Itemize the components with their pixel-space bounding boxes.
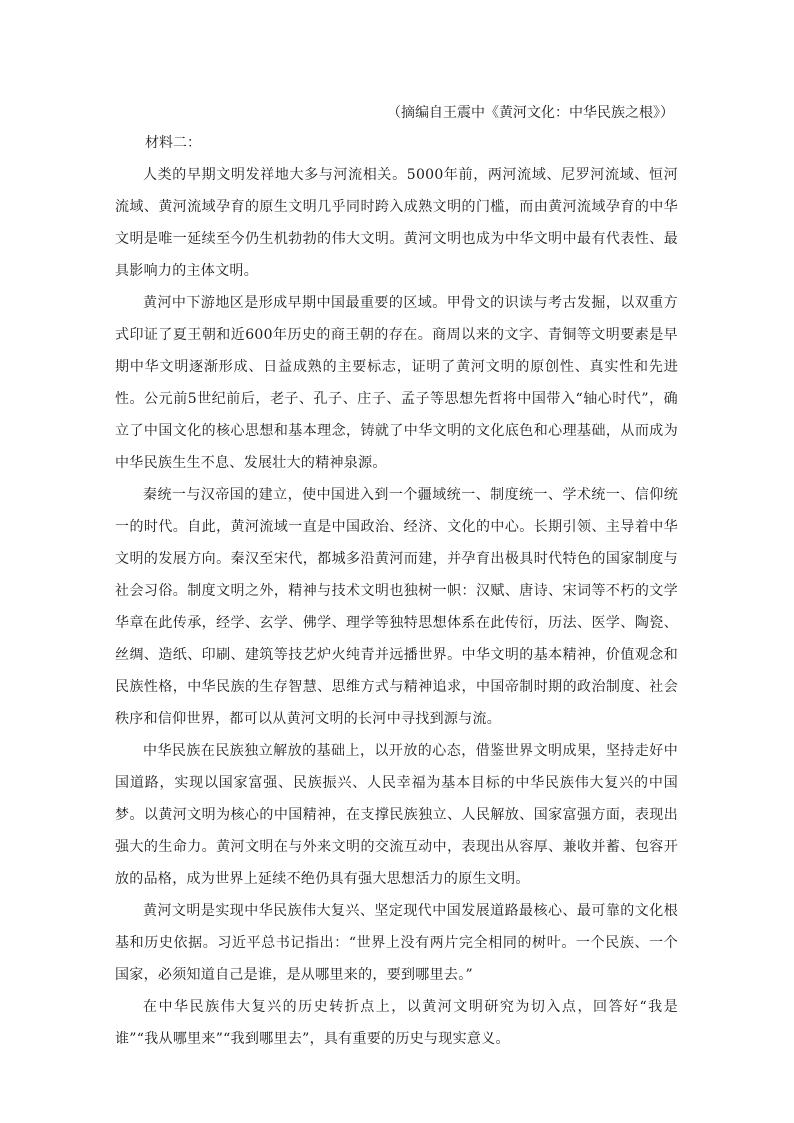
source-citation: （摘编自王震中《黄河文化：中华民族之根》） [387,105,674,121]
paragraph-3: 秦统一与汉帝国的建立，使中国进入到一个疆域统一、制度统一、学术统一、信仰统一的时代。自此，黄河流域一直是中国政治、经济、文化的中心。长期引领、主导着中华文明的发展方向。秦汉至宋代，都城多沿黄河而建，并孕育出极具时代特色的国家制度与社会习俗。制度文明之外，精神与技术文明也独树一帜：汉赋、唐诗、宋词等不朽的文学华章在此传承，经学、玄学、佛学、理学等独特思想体系在此传衍，历法、医学、陶瓷、丝绸、造纸、印刷、建筑等技艺炉火纯青并远播世界。中华文明的基本精神，价值观念和民族性格，中华民族的生存智慧、思维方式与精神追求，中国帝制时期的政治制度、社会秩序和信仰世界，都可以从黄河文明的长河中寻找到源与流。 [115,487,678,727]
paragraph-5: 黄河文明是实现中华民族伟大复兴、坚定现代中国发展道路最核心、最可靠的文化根基和历史依据。习近平总书记指出：“世界上没有两片完全相同的树叶。一个民族、一个国家，必须知道自己是谁，是从哪里来的，要到哪里去。” [115,903,678,983]
section-heading: 材料二： [145,135,201,151]
article-body [115,159,678,1055]
paragraph-6: 在中华民族伟大复兴的历史转折点上，以黄河文明研究为切入点，回答好“我是谁”“我从哪里来”“我到哪里去”，具有重要的历史与现实意义。 [115,999,678,1047]
paragraph-1: 人类的早期文明发祥地大多与河流相关。5000年前，两河流域、尼罗河流域、恒河流域、黄河流域孕育的原生文明几乎同时跨入成熟文明的门槛，而由黄河流域孕育的中华文明是唯一延续至今仍生机勃勃的伟大文明。黄河文明也成为中华文明中最有代表性、最具影响力的主体文明。 [115,167,678,279]
paragraph-2: 黄河中下游地区是形成早期中国最重要的区域。甲骨文的识读与考古发掘，以双重方式印证了夏王朝和近600年历史的商王朝的存在。商周以来的文字、青铜等文明要素是早期中华文明逐渐形成、日益成熟的主要标志，证明了黄河文明的原创性、真实性和先进性。公元前5世纪前后，老子、孔子、庄子、孟子等思想先哲将中国带入“轴心时代”，确立了中国文化的核心思想和基本理念，铸就了中华文明的文化底色和心理基础，从而成为中华民族生生不息、发展壮大的精神泉源。 [115,295,678,471]
paragraph-4: 中华民族在民族独立解放的基础上，以开放的心态，借鉴世界文明成果，坚持走好中国道路，实现以国家富强、民族振兴、人民幸福为基本目标的中华民族伟大复兴的中国梦。以黄河文明为核心的中国精神，在支撑民族独立、人民解放、国家富强方面，表现出强大的生命力。黄河文明在与外来文明的交流互动中，表现出从容厚、兼收并蓄、包容开放的品格，成为世界上延续不绝仍具有强大思想活力的原生文明。 [115,743,678,887]
